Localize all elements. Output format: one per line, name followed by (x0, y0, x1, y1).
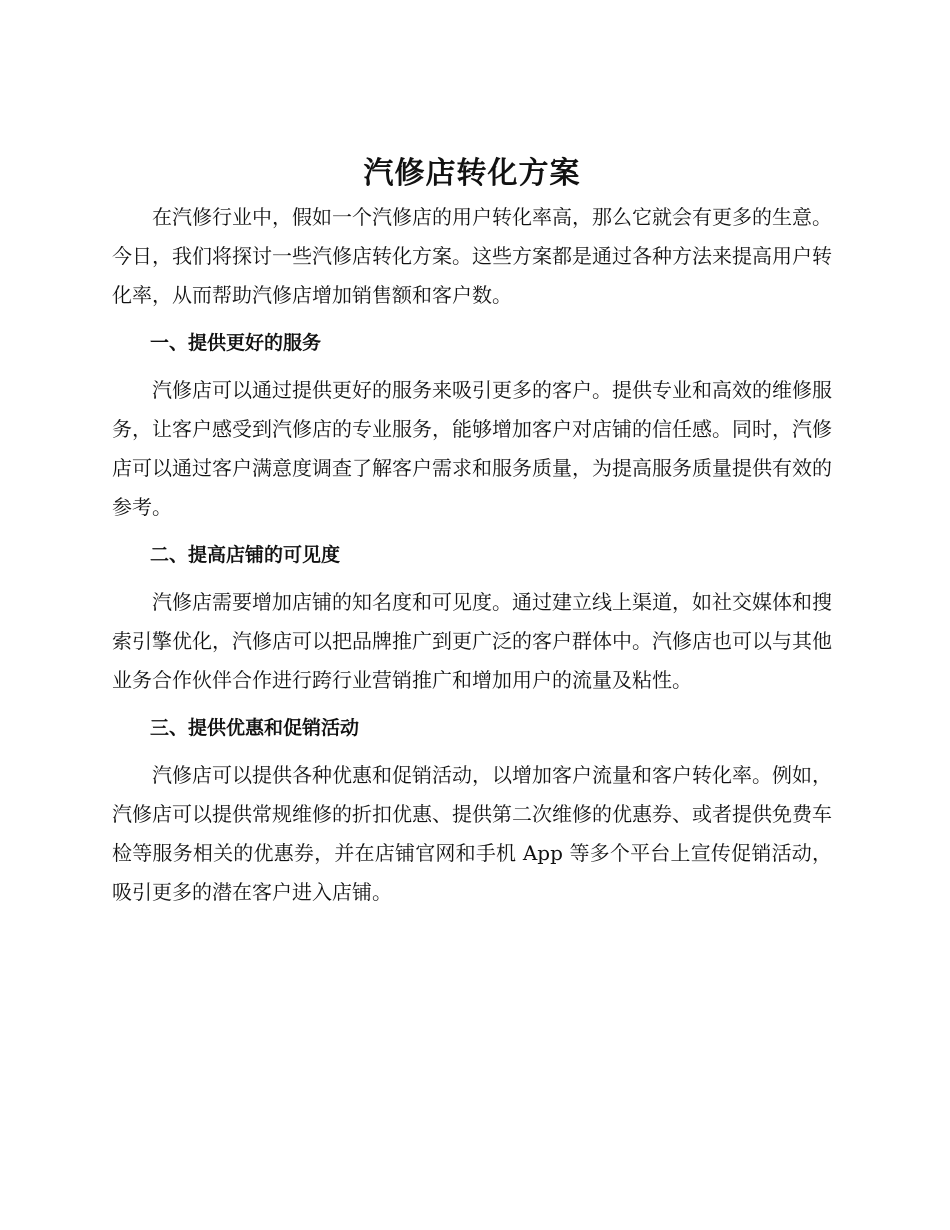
section-heading-service: 一、提供更好的服务 (150, 332, 322, 354)
document-title: 汽修店转化方案 (363, 156, 581, 191)
spacer (112, 575, 832, 583)
section-body-service: 汽修店可以通过提供更好的服务来吸引更多的客户。提供专业和高效的维修服务，让客户感受到汽修店的专业服务，能够增加客户对店铺的信任感。同时，汽修店可以通过客户满意度调查了解客户需求和服务质量，为提高服务质量提供有效的参考。 (112, 378, 832, 519)
spacer (112, 315, 832, 323)
spacer (112, 527, 832, 535)
section-body-visibility: 汽修店需要增加店铺的知名度和可见度。通过建立线上渠道，如社交媒体和搜索引擎优化，汽修店可以把品牌推广到更广泛的客户群体中。汽修店也可以与其他业务合作伙伴合作进行跨行业营销推广和增加用户的流量及粘性。 (112, 590, 832, 692)
section-heading-promotions: 三、提供优惠和促销活动 (150, 717, 360, 739)
spacer (112, 700, 832, 708)
document-page (112, 150, 832, 912)
spacer (112, 748, 832, 756)
section-body-promotions: 汽修店可以提供各种优惠和促销活动，以增加客户流量和客户转化率。例如，汽修店可以提供常规维修的折扣优惠、提供第二次维修的优惠券、或者提供免费车检等服务相关的优惠券，并在店铺官网和手机 App 等多个平台上宣传促销活动，吸引更多的潜在客户进入店铺。 (112, 763, 832, 904)
section-heading-visibility: 二、提高店铺的可见度 (150, 544, 341, 566)
spacer (112, 363, 832, 371)
intro-paragraph: 在汽修行业中，假如一个汽修店的用户转化率高，那么它就会有更多的生意。今日，我们将探讨一些汽修店转化方案。这些方案都是通过各种方法来提高用户转化率，从而帮助汽修店增加销售额和客户数。 (112, 205, 832, 307)
